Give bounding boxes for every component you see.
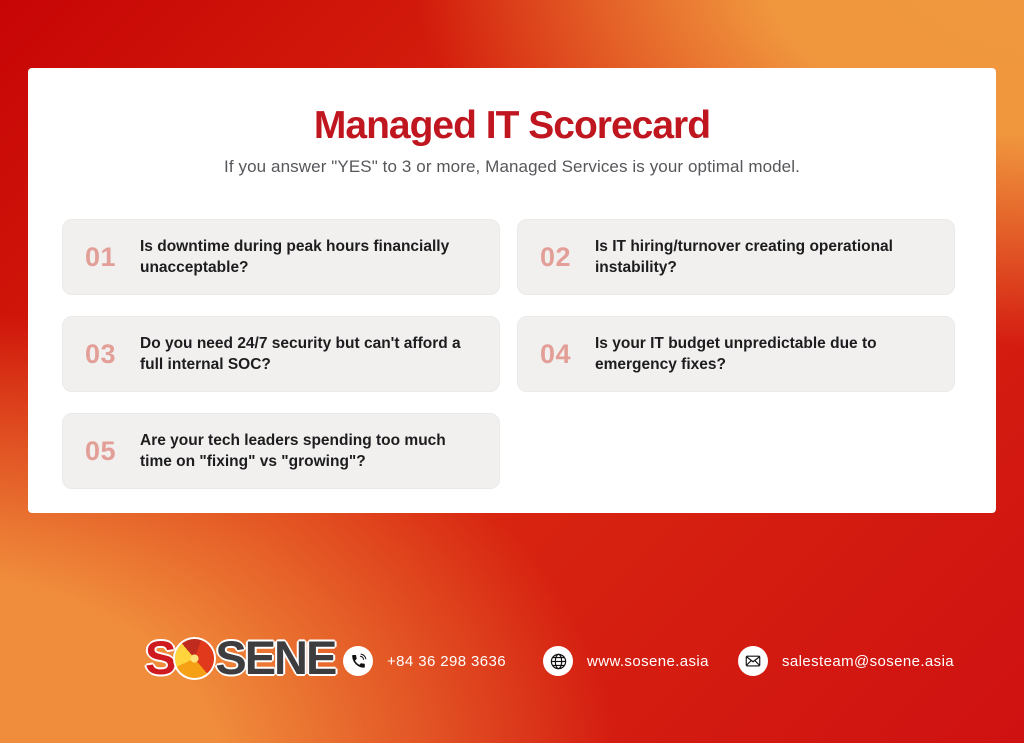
question-text: Do you need 24/7 security but can't afford a full internal SOC? bbox=[140, 335, 461, 373]
question-number: 05 bbox=[85, 435, 117, 466]
question-text: Is your IT budget unpredictable due to emergency fixes? bbox=[595, 335, 877, 373]
question-number: 04 bbox=[540, 338, 572, 369]
envelope-icon bbox=[738, 646, 768, 676]
scorecard-panel bbox=[28, 68, 996, 513]
question-text: Are your tech leaders spending too much time on "fixing" vs "growing"? bbox=[140, 432, 446, 470]
phone-icon bbox=[343, 646, 373, 676]
question-card-2 bbox=[517, 219, 955, 295]
question-number: 02 bbox=[540, 241, 572, 272]
phone-number[interactable]: +84 36 298 3636 bbox=[387, 652, 507, 670]
question-text: Is IT hiring/turnover creating operational instability? bbox=[595, 238, 893, 276]
email-address[interactable]: salesteam@sosene.asia bbox=[782, 652, 955, 670]
question-number: 03 bbox=[85, 338, 117, 369]
question-card-5 bbox=[62, 413, 500, 489]
sosene-logo bbox=[145, 631, 336, 684]
question-grid bbox=[62, 219, 955, 489]
contact-website[interactable] bbox=[543, 646, 709, 676]
contact-phone[interactable] bbox=[343, 646, 506, 676]
globe-icon bbox=[543, 646, 573, 676]
contact-email[interactable] bbox=[738, 646, 954, 676]
page-title: Managed IT Scorecard bbox=[313, 104, 711, 147]
question-card-1 bbox=[62, 219, 500, 295]
logo-letters-sene: SENE bbox=[215, 631, 336, 684]
question-card-3 bbox=[62, 316, 500, 392]
website-url[interactable]: www.sosene.asia bbox=[587, 652, 709, 670]
page-subtitle: If you answer "YES" to 3 or more, Managed Services is your optimal model. bbox=[224, 157, 800, 176]
logo-letter-s: S bbox=[145, 631, 175, 684]
question-number: 01 bbox=[85, 241, 117, 272]
footer bbox=[0, 626, 1024, 698]
question-card-4 bbox=[517, 316, 955, 392]
swirl-o-icon bbox=[175, 639, 214, 678]
question-text: Is downtime during peak hours financially unacceptable? bbox=[140, 238, 450, 276]
